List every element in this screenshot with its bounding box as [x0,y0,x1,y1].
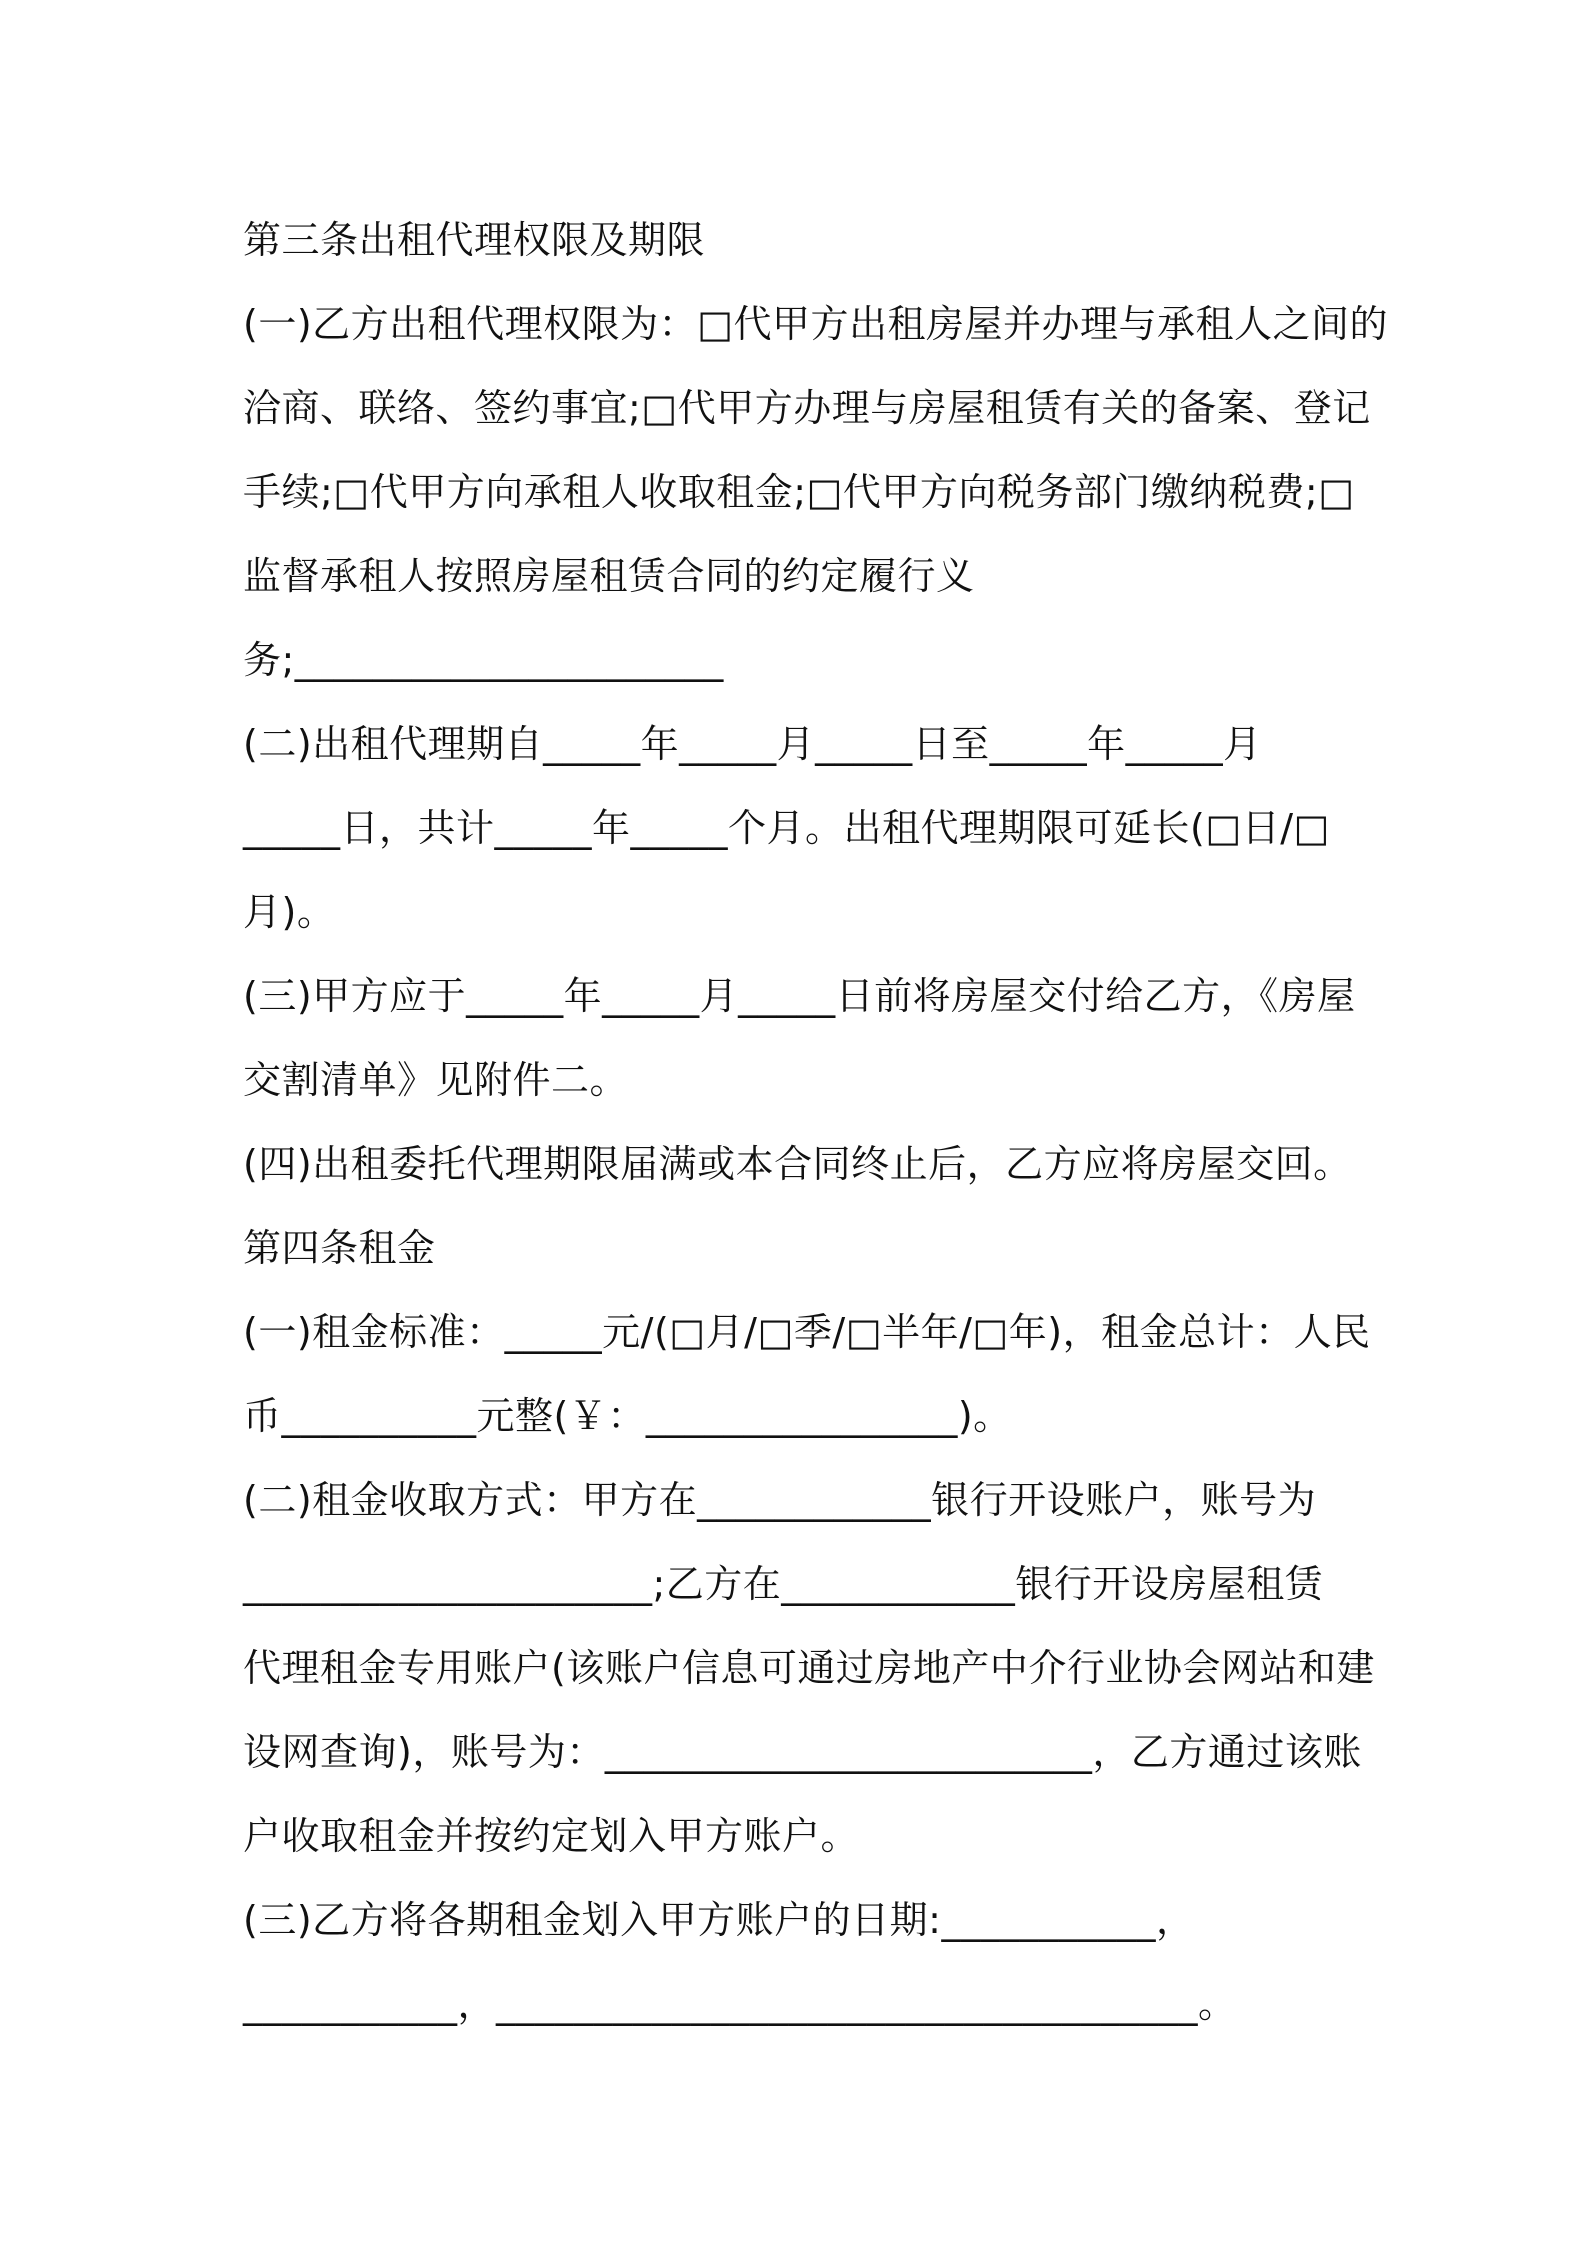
text-line: (三)甲方应于_____年_____月_____日前将房屋交付给乙方，《房屋 [243,974,1356,1018]
text-line: 手续;□代甲方向承租人收取租金;□代甲方向税务部门缴纳税费;□ [243,470,1355,514]
document-page [243,198,1389,2046]
text-line: (三)乙方将各期租金划入甲方账户的日期:___________， [243,1898,1195,1942]
text-line: 务;______________________ [243,638,724,682]
text-line: (一)乙方出租代理权限为：□代甲方出租房屋并办理与承租人之间的 [243,302,1389,346]
section-heading-article-3: 第三条出租代理权限及期限 [243,218,706,262]
text-line: _____________________;乙方在____________银行开设房屋租赁 [243,1562,1324,1606]
text-line: 月)。 [243,890,336,934]
text-line: 交割清单》见附件二。 [243,1058,629,1102]
text-line: (二)出租代理期自_____年_____月_____日至_____年_____月 [243,722,1262,766]
text-line: (四)出租委托代理期限届满或本合同终止后，乙方应将房屋交回。 [243,1142,1352,1186]
text-line: 设网查询)，账号为：_________________________，乙方通过该账 [243,1730,1362,1774]
text-line: _____日，共计_____年_____个月。出租代理期限可延长(□日/□ [243,806,1330,850]
section-heading-article-4: 第四条租金 [243,1226,436,1270]
text-line: 代理租金专用账户(该账户信息可通过房地产中介行业协会网站和建 [243,1646,1375,1690]
text-line: 币__________元整(￥：________________)。 [243,1394,1012,1438]
text-line: (一)租金标准：_____元/(□月/□季/□半年/□年)，租金总计：人民 [243,1310,1371,1354]
text-line: 洽商、联络、签约事宜;□代甲方办理与房屋租赁有关的备案、登记 [243,386,1371,430]
text-line: (二)租金收取方式：甲方在____________银行开设账户，账号为 [243,1478,1317,1522]
text-line: ___________，____________________________________。 [243,1982,1237,2026]
text-line: 户收取租金并按约定划入甲方账户。 [243,1814,860,1858]
text-line: 监督承租人按照房屋租赁合同的约定履行义 [243,554,975,598]
